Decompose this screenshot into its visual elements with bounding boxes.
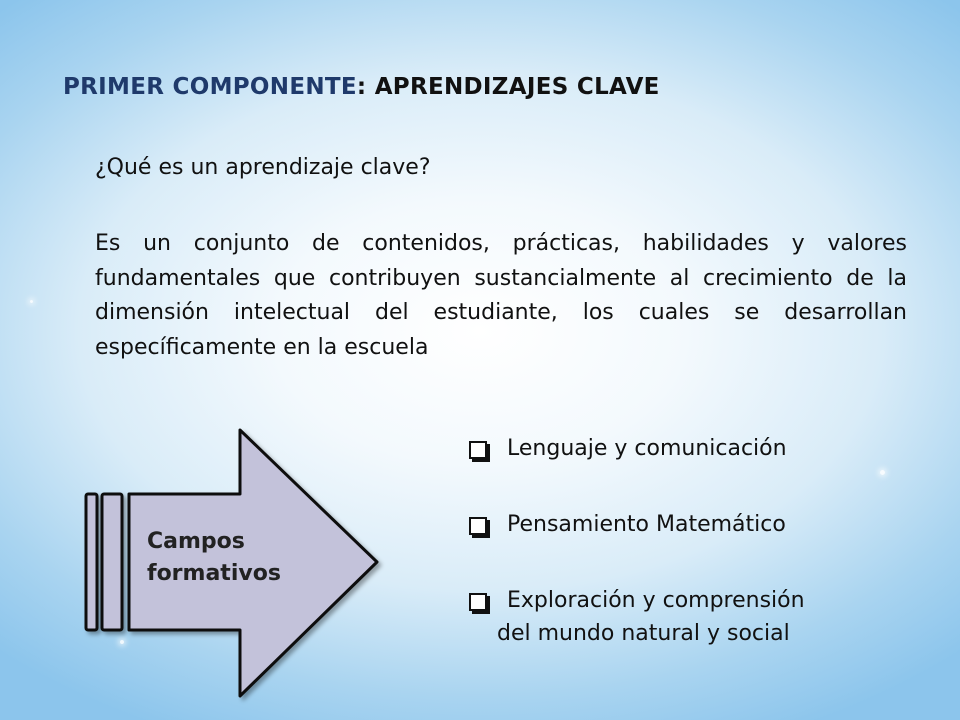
list-item bbox=[467, 508, 805, 541]
slide-title bbox=[63, 74, 660, 100]
definition-text: Es un conjunto de contenidos, prácticas, habilidades y valores fundamentales que contribuyen sustancialmente al crecimiento de la dimensión intelectual del estudiante, los cuales se desarrollan específicamente en la escuela bbox=[95, 231, 907, 360]
question-text: ¿Qué es un aprendizaje clave? bbox=[95, 155, 431, 180]
list-item bbox=[467, 584, 805, 650]
arrow-label-line2: formativos bbox=[147, 561, 281, 586]
arrow-label-line1: Campos bbox=[147, 529, 245, 554]
background-sparkle bbox=[120, 640, 124, 644]
arrow-stripe-inner bbox=[102, 494, 122, 630]
list-item-text: Exploración y comprensión bbox=[507, 588, 805, 613]
list-item-continuation: del mundo natural y social bbox=[497, 621, 790, 646]
checkbox-square-icon bbox=[469, 517, 487, 535]
campos-list bbox=[467, 432, 805, 650]
list-item bbox=[467, 432, 805, 465]
arrow-stripe-outer bbox=[86, 494, 97, 630]
background-sparkle bbox=[30, 300, 33, 303]
title-part-main: PRIMER COMPONENTE bbox=[63, 74, 357, 100]
checkbox-square-icon bbox=[469, 593, 487, 611]
list-item-text: Lenguaje y comunicación bbox=[507, 436, 787, 461]
background-sparkle bbox=[880, 470, 885, 475]
title-part-sub: : APRENDIZAJES CLAVE bbox=[356, 74, 660, 100]
checkbox-square-icon bbox=[469, 441, 487, 459]
list-item-text: Pensamiento Matemático bbox=[507, 512, 786, 537]
